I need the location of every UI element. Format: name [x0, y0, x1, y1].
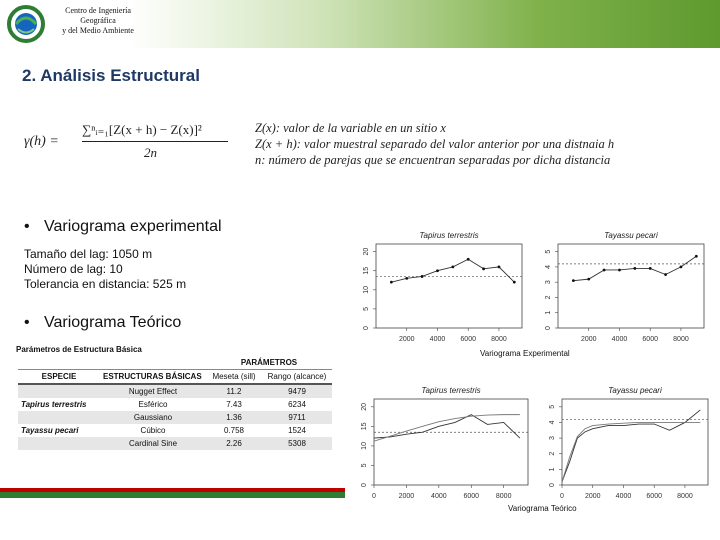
y-tick-label: 10 — [361, 442, 368, 450]
x-tick-label: 0 — [560, 493, 564, 500]
cell-estructura: Gaussiano — [133, 413, 173, 422]
organization-name — [48, 6, 148, 36]
table-row — [18, 437, 332, 450]
fraction-bar — [82, 141, 228, 142]
chart-title: Tapirus terrestris — [421, 386, 481, 395]
col-rango: Rango (alcance) — [267, 372, 327, 381]
cell-meseta: 1.36 — [226, 413, 242, 422]
cell-estructura: Cúbico — [140, 426, 166, 435]
y-tick-label: 15 — [363, 266, 370, 275]
x-tick-label: 4000 — [615, 493, 632, 500]
y-tick-label: 0 — [363, 326, 370, 330]
formula-numerator: ∑ⁿᵢ₌₁[Z(x + h) − Z(x)]² — [82, 122, 202, 137]
y-tick-label: 0 — [545, 326, 552, 330]
cell-estructura: Cardinal Sine — [128, 439, 178, 448]
data-point — [513, 281, 516, 284]
y-tick-label: 4 — [545, 264, 552, 269]
data-point — [390, 281, 393, 284]
x-tick-label: 2000 — [398, 336, 415, 343]
chart-title: Tayassu pecari — [604, 231, 658, 240]
cell-meseta: 7.43 — [226, 400, 242, 409]
data-point — [421, 275, 424, 278]
plot-frame — [562, 399, 708, 485]
table-header-group: PARÁMETROS — [206, 356, 332, 370]
plot-frame — [558, 244, 704, 328]
y-tick-label: 2 — [549, 451, 556, 456]
org-line: y del Medio Ambiente — [62, 26, 134, 35]
param-line: Tamaño del lag: 1050 m — [24, 247, 153, 261]
cell-rango: 5308 — [288, 439, 306, 448]
definition-line: Z(x + h): valor muestral separado del valor anterior por una distnaia h — [255, 137, 615, 151]
chart-title: Tapirus terrestris — [419, 231, 479, 240]
data-point — [498, 266, 501, 269]
bullet-teorico — [24, 314, 181, 332]
experimental-chart-tayassu — [530, 228, 710, 346]
data-point — [664, 273, 667, 276]
page-title: 2. Análisis Estructural — [22, 66, 200, 85]
data-point — [633, 267, 636, 270]
x-tick-label: 4000 — [431, 493, 447, 500]
cell-estructura: Esférico — [138, 400, 168, 409]
y-tick-label: 3 — [545, 280, 552, 285]
theoretical-chart-tayassu — [534, 383, 714, 503]
x-tick-label: 8000 — [495, 493, 512, 500]
table-header-row — [18, 356, 332, 370]
x-tick-label: 2000 — [580, 336, 597, 343]
x-tick-label: 6000 — [646, 493, 662, 500]
data-point — [467, 258, 470, 261]
table-row — [18, 411, 332, 424]
x-tick-label: 2000 — [398, 493, 415, 500]
table-header-row — [18, 370, 332, 385]
cell-rango: 9711 — [288, 413, 306, 422]
definition-line: n: número de parejas que se encuentran separadas por dicha distancia — [255, 153, 611, 167]
cell-especie: Tayassu pecari — [21, 426, 79, 435]
param-line: Número de lag: 10 — [24, 262, 123, 276]
data-point — [482, 267, 485, 270]
param-line: Tolerancia en distancia: 525 m — [24, 277, 187, 291]
data-point — [405, 277, 408, 280]
y-tick-label: 1 — [545, 310, 552, 315]
definition-line: Z(x): valor de la variable en un sitio x — [255, 121, 446, 135]
bullet-dot: • — [24, 314, 30, 331]
cell-rango: 6234 — [288, 400, 306, 409]
y-tick-label: 20 — [361, 402, 368, 411]
footer-green-bar — [0, 492, 345, 498]
series-line — [562, 422, 700, 481]
y-tick-label: 0 — [549, 483, 556, 487]
table-row — [18, 424, 332, 437]
organization-logo — [6, 4, 46, 44]
plot-frame — [374, 399, 528, 485]
x-tick-label: 2000 — [584, 493, 601, 500]
col-estructuras: ESTRUCTURAS BÁSICAS — [103, 372, 202, 381]
theoretical-chart-tapirus — [346, 383, 534, 503]
y-tick-label: 10 — [363, 285, 370, 294]
caption-teorico: Variograma Teórico — [508, 504, 577, 513]
bullet-label: Variograma experimental — [44, 218, 222, 235]
y-tick-label: 5 — [545, 249, 552, 254]
data-point — [680, 266, 683, 269]
bullet-dot: • — [24, 218, 30, 235]
cell-meseta: 2.26 — [226, 439, 242, 448]
y-tick-label: 4 — [549, 420, 556, 425]
series-line — [374, 415, 520, 442]
y-tick-label: 5 — [549, 404, 556, 409]
y-tick-label: 5 — [361, 463, 368, 468]
org-line: Geográfica — [80, 16, 116, 25]
formula-denominator: 2n — [144, 145, 157, 160]
formula-definitions — [255, 120, 715, 168]
series-line — [562, 410, 700, 482]
y-tick-label: 15 — [361, 422, 368, 431]
y-tick-label: 2 — [545, 295, 552, 300]
plot-frame — [376, 244, 522, 328]
x-tick-label: 6000 — [460, 336, 476, 343]
table-row — [18, 398, 332, 411]
data-point — [451, 266, 454, 269]
formula-lhs: γ(h) = — [24, 134, 59, 149]
y-tick-label: 0 — [361, 483, 368, 487]
caption-experimental: Variograma Experimental — [480, 349, 570, 358]
x-tick-label: 6000 — [463, 493, 480, 500]
x-tick-label: 4000 — [611, 336, 628, 343]
table-row — [18, 384, 332, 398]
lag-parameters — [24, 247, 186, 292]
variogram-formula — [24, 118, 224, 170]
cell-rango: 1524 — [288, 426, 306, 435]
y-tick-label: 5 — [363, 306, 370, 311]
y-tick-label: 1 — [549, 467, 556, 472]
table-title: Parámetros de Estructura Básica — [16, 345, 142, 354]
cell-especie — [18, 384, 100, 398]
x-tick-label: 8000 — [673, 336, 689, 343]
chart-title: Tayassu pecari — [608, 386, 662, 395]
data-point — [572, 279, 575, 282]
data-point — [436, 269, 439, 272]
table-header-blank — [18, 356, 206, 370]
x-tick-label: 4000 — [429, 336, 446, 343]
bullet-label: Variograma Teórico — [44, 314, 182, 331]
x-tick-label: 6000 — [642, 336, 658, 343]
x-tick-label: 8000 — [491, 336, 507, 343]
x-tick-label: 0 — [372, 493, 376, 500]
org-line: Centro de Ingeniería — [65, 6, 131, 15]
experimental-chart-tapirus — [348, 228, 528, 346]
data-point — [618, 269, 621, 272]
cell-meseta: 11.2 — [226, 387, 242, 396]
cell-rango: 9479 — [288, 387, 306, 396]
col-especie: ESPECIE — [41, 372, 77, 381]
cell-especie: Tapirus terrestris — [21, 400, 87, 409]
data-point — [695, 255, 698, 258]
col-meseta: Meseta (sill) — [212, 372, 256, 381]
cell-estructura: Nugget Effect — [128, 387, 178, 396]
data-point — [603, 269, 606, 272]
x-tick-label: 8000 — [677, 493, 693, 500]
data-point — [587, 278, 590, 281]
cell-meseta: 0.758 — [223, 426, 245, 435]
y-tick-label: 3 — [549, 436, 556, 441]
cell-especie — [18, 411, 100, 424]
structure-parameters-table — [18, 356, 332, 450]
cell-especie — [18, 437, 100, 450]
y-tick-label: 20 — [363, 247, 370, 256]
bullet-experimental — [24, 218, 222, 236]
data-point — [649, 267, 652, 270]
series-line — [391, 259, 514, 282]
